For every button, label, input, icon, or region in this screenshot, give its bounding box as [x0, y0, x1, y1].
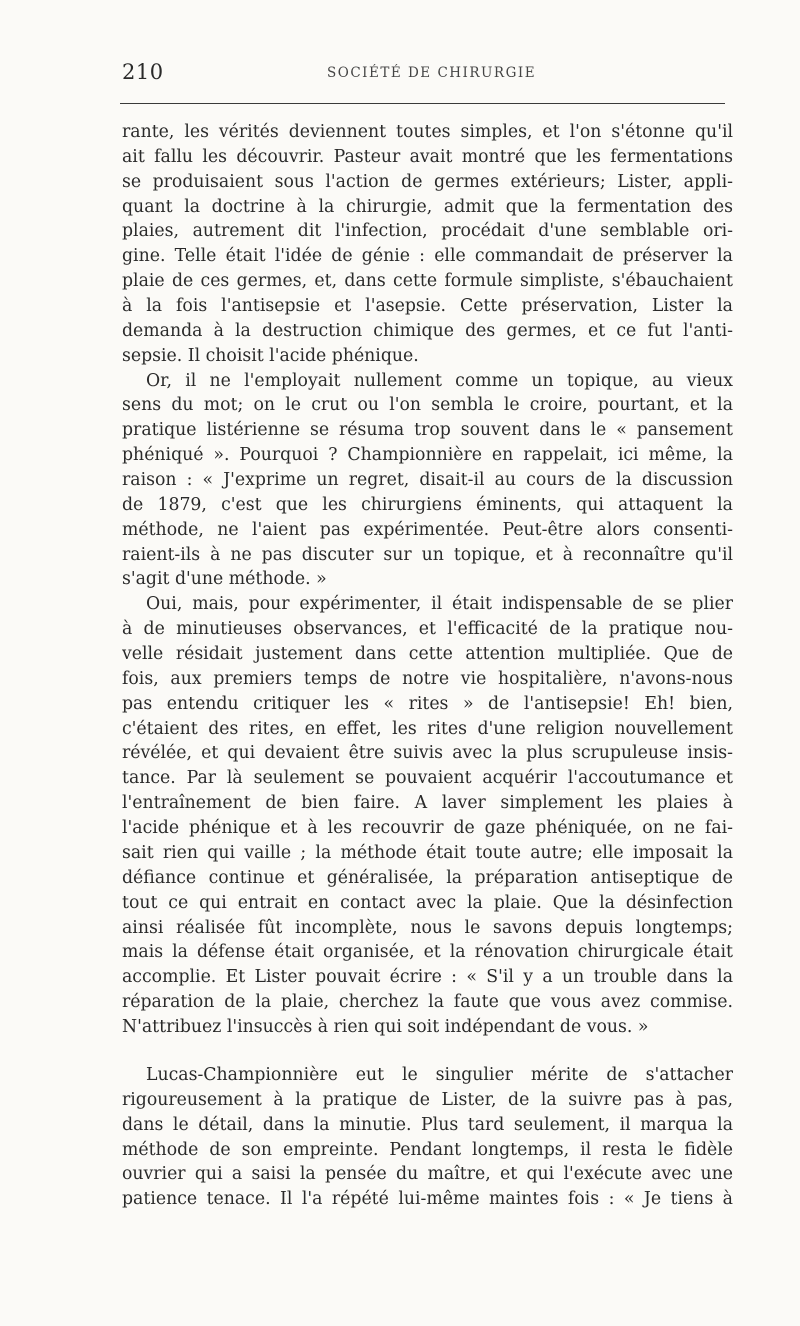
text-line: révélée, et qui devaient être suivis avec la plus scrupuleuse insis-	[122, 743, 733, 764]
running-title: SOCIÉTÉ DE CHIRURGIE	[327, 65, 537, 81]
text-line: sens du mot; on le crut ou l'on sembla le croire, pourtant, et la	[122, 395, 733, 416]
text-line: méthode de son empreinte. Pendant longtemps, il resta le fidèle	[122, 1139, 733, 1160]
text-line: ait fallu les découvrir. Pasteur avait montré que les fermentations	[122, 146, 733, 167]
text-line: l'acide phénique et à les recouvrir de gaze phéniquée, on ne fai-	[122, 818, 733, 839]
text-line: à la fois l'antisepsie et l'asepsie. Cette préservation, Lister la	[122, 296, 733, 317]
text-line: Oui, mais, pour expérimenter, il était indispensable de se plier	[146, 594, 733, 615]
text-line: tout ce qui entrait en contact avec la plaie. Que la désinfection	[122, 892, 733, 913]
text-line: Or, il ne l'employait nullement comme un topique, au vieux	[146, 370, 733, 391]
text-line: pratique listérienne se résuma trop souvent dans le « pansement	[122, 420, 733, 441]
text-line: de 1879, c'est que les chirurgiens éminents, qui attaquent la	[122, 494, 733, 515]
text-line: pas entendu critiquer les « rites » de l'antisepsie! Eh! bien,	[122, 693, 733, 714]
text-line: sait rien qui vaille ; la méthode était toute autre; elle imposait la	[122, 842, 733, 863]
text-line: sepsie. Il choisit l'acide phénique.	[122, 345, 419, 366]
text-line: patience tenace. Il l'a répété lui-même maintes fois : « Je tiens à	[122, 1189, 733, 1210]
body-text-block	[122, 1063, 733, 1212]
paragraph	[122, 592, 733, 1039]
paragraph	[122, 369, 733, 593]
text-line: gine. Telle était l'idée de génie : elle commandait de préserver la	[122, 246, 733, 267]
text-line: tance. Par là seulement se pouvaient acquérir l'accoutumance et	[122, 768, 733, 789]
paragraph	[122, 1063, 733, 1212]
page-number: 210	[122, 60, 164, 84]
text-line: Lucas-Championnière eut le singulier mérite de s'attacher	[146, 1065, 733, 1085]
text-line: défiance continue et généralisée, la préparation antiseptique de	[122, 867, 733, 888]
text-line: rigoureusement à la pratique de Lister, de la suivre pas à pas,	[122, 1089, 733, 1110]
text-line: à de minutieuses observances, et l'efficacité de la pratique nou-	[122, 619, 733, 640]
text-line: mais la défense était organisée, et la rénovation chirurgicale était	[122, 942, 733, 963]
text-line: l'entraînement de bien faire. A laver simplement les plaies à	[122, 793, 733, 814]
text-line: plaie de ces germes, et, dans cette formule simpliste, s'ébauchaient	[122, 271, 733, 292]
text-line: ainsi réalisée fût incomplète, nous le savons depuis longtemps;	[122, 917, 733, 938]
text-line: réparation de la plaie, cherchez la faute que vous avez commise.	[122, 992, 733, 1013]
text-line: se produisaient sous l'action de germes extérieurs; Lister, appli-	[122, 171, 733, 192]
text-line: méthode, ne l'aient pas expérimentée. Peut-être alors consenti-	[122, 519, 733, 540]
paragraph	[122, 120, 733, 369]
text-line: dans le détail, dans la minutie. Plus tard seulement, il marqua la	[122, 1114, 733, 1135]
text-line: N'attribuez l'insuccès à rien qui soit indépendant de vous. »	[122, 1016, 649, 1037]
text-line: raison : « J'exprime un regret, disait-il au cours de la discussion	[122, 470, 733, 491]
text-line: raient-ils à ne pas discuter sur un topique, et à reconnaître qu'il	[122, 544, 733, 565]
text-line: s'agit d'une méthode. »	[122, 569, 327, 590]
text-line: ouvrier qui a saisi la pensée du maître, et qui l'exécute avec une	[122, 1164, 733, 1185]
text-line: rante, les vérités deviennent toutes simples, et l'on s'étonne qu'il	[122, 122, 733, 142]
text-line: plaies, autrement dit l'infection, procédait d'une semblable ori-	[122, 221, 733, 242]
header-rule	[120, 103, 725, 104]
text-line: phéniqué ». Pourquoi ? Championnière en rappelait, ici même, la	[122, 445, 733, 466]
body-text-block	[122, 120, 733, 1040]
text-line: c'étaient des rites, en effet, les rites d'une religion nouvellement	[122, 718, 733, 739]
text-line: quant la doctrine à la chirurgie, admit que la fermentation des	[122, 196, 733, 217]
running-head	[122, 60, 732, 92]
text-line: velle résidait justement dans cette attention multipliée. Que de	[122, 644, 733, 665]
text-line: demanda à la destruction chimique des germes, et ce fut l'anti-	[122, 320, 733, 341]
text-line: accomplie. Et Lister pouvait écrire : « S'il y a un trouble dans la	[122, 967, 733, 988]
text-line: fois, aux premiers temps de notre vie hospitalière, n'avons-nous	[122, 668, 733, 689]
